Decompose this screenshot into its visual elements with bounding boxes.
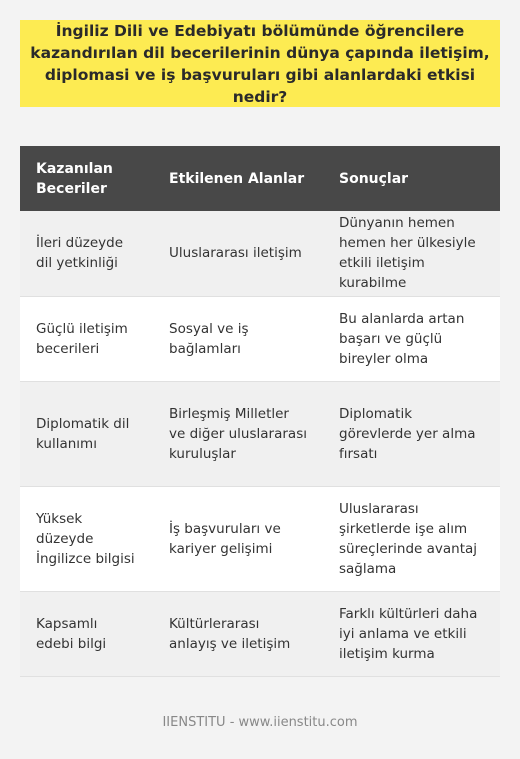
table-cell-area: Birleşmiş Milletler ve diğer uluslararası kuruluşlar (153, 381, 323, 486)
table-row (20, 211, 500, 296)
table-cell-area: Kültürlerarası anlayış ve iletişim (153, 591, 323, 676)
table-cell-area: İş başvuruları ve kariyer gelişimi (153, 486, 323, 591)
footer-credit: IIENSTITU - www.iienstitu.com (162, 715, 358, 730)
table-row (20, 296, 500, 381)
table-cell-result: Diplomatik görevlerde yer alma fırsatı (323, 381, 500, 486)
table-cell-result: Farklı kültürleri daha iyi anlama ve etkili iletişim kurma (323, 591, 500, 676)
header-skills: Kazanılan Beceriler (20, 146, 153, 211)
table-cell-skill: Yüksek düzeyde İngilizce bilgisi (20, 486, 153, 591)
table-header-row (20, 146, 500, 211)
table-row (20, 381, 500, 486)
header-results: Sonuçlar (323, 146, 500, 211)
table-row (20, 486, 500, 591)
table-cell-result: Bu alanlarda artan başarı ve güçlü bireyler olma (323, 296, 500, 381)
table-row (20, 591, 500, 676)
table-cell-result: Uluslararası şirketlerde işe alım süreçlerinde avantaj sağlama (323, 486, 500, 591)
table-cell-skill: Kapsamlı edebi bilgi (20, 591, 153, 676)
table-cell-skill: İleri düzeyde dil yetkinliği (20, 211, 153, 296)
table-cell-area: Sosyal ve iş bağlamları (153, 296, 323, 381)
title-banner (20, 20, 500, 107)
table-cell-skill: Diplomatik dil kullanımı (20, 381, 153, 486)
skills-table (20, 146, 500, 677)
header-areas: Etkilenen Alanlar (153, 146, 323, 211)
table-cell-area: Uluslararası iletişim (153, 211, 323, 296)
table-cell-skill: Güçlü iletişim becerileri (20, 296, 153, 381)
page-title: İngiliz Dili ve Edebiyatı bölümünde öğrencilere kazandırılan dil becerilerinin dünya çapında iletişim, diplomasi ve iş başvuruları gibi alanlardaki etkisi nedir? (30, 21, 490, 106)
table-cell-result: Dünyanın hemen hemen her ülkesiyle etkili iletişim kurabilme (323, 211, 500, 296)
